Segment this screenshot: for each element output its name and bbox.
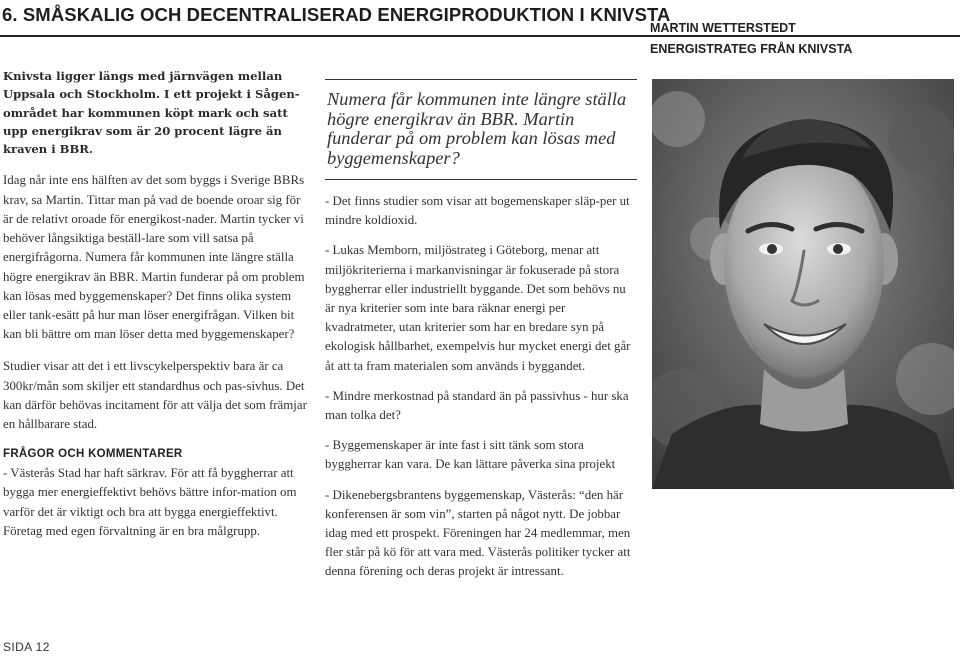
comment-item: - Det finns studier som visar att bogemenskaper släp-per ut mindre koldioxid. — [325, 194, 630, 228]
section-heading: FRÅGOR OCH KOMMENTARER — [3, 448, 183, 461]
comment-item: - Västerås Stad har haft särkrav. För att få byggherrar att bygga mer energieffektivt behövs bättre infor-mation om varför det är viktigt och bra att bygga energieffektivt. Företag med egen förvaltning är en bra målgrupp. — [3, 466, 297, 538]
comment-item: - Dikenebergsbrantens byggemenskap, Västerås: “den här konferensen är som vin”, starten på något nytt. De jobbar idag med ett prospekt. Föreningen har 24 medlemmar, men fler står på kö för att vara med. Västerås politiker tycker att denna förening och deras projekt är intressant. — [325, 487, 631, 579]
body-paragraph-2: Studier visar att det i ett livscykelperspektiv bara är ca 300kr/mån som skiljer ett standardhus och pas-sivhus. Det kan därför behövas incitament för att välja det som främjar en hållbarare stad. — [3, 359, 307, 431]
lead-paragraph: Knivsta ligger längs med järnvägen mellan Uppsala och Stockholm. I ett projekt i Sågen-området har kommunen köpt mark och satt upp energikrav som är 20 procent lägre än kraven i BBR. — [3, 69, 300, 157]
comment-item: - Lukas Memborn, miljöstrateg i Göteborg, menar att miljökriterierna i markanvisningar är fokuserade på stora byggherrar eller industriellt byggande. Det som behövs nu är nya kriterier som inte bara räknar energi per kvadratmeter, utan kriterier som har en bredare syn på ekologisk hållbarhet, exempelvis hur mycket energi det går åt att ta fram materialen som används i byggandet. — [325, 243, 631, 373]
page-title: 6. SMÅSKALIG OCH DECENTRALISERAD ENERGIPRODUKTION I KNIVSTA — [2, 4, 671, 25]
page-number: SIDA 12 — [3, 640, 50, 654]
author-block — [650, 18, 950, 60]
left-column — [3, 67, 307, 541]
quote-divider-bottom — [325, 179, 637, 180]
portrait-photo — [652, 79, 954, 489]
comment-item: - Mindre merkostnad på standard än på passivhus - hur ska man tolka det? — [325, 388, 629, 423]
middle-column — [325, 79, 637, 593]
author-role: ENERGISTRATEG FRÅN KNIVSTA — [650, 42, 853, 56]
body-paragraph-1: Idag når inte ens hälften av det som byggs i Sverige BBRs krav, sa Martin. Tittar man på vad de boende oroar sig för är de relativt oroade för energikost-nader. Martin tycker vi behöver långsiktiga beställ-lare som vill satsa på energifrågorna. Numera får kommunen inte längre ställa högre energikrav än BBR. Martin funderar på om problem kan lösas med byggemenskaper? Det finns olika system eller tank-esätt på hur man löser energifrågan. Vilken bit kan bli bättre om man löser detta med byggemenskaper? — [3, 173, 305, 342]
comment-item: - Byggemenskaper är inte fast i sitt tänk som stora byggherrar kan vara. De kan lättare påverka sina projekt — [325, 438, 616, 472]
author-name: MARTIN WETTERSTEDT — [650, 21, 796, 35]
pull-quote: Numera får kommunen inte längre ställa högre energikrav än BBR. Martin funderar på om problem kan lösas med byggemenskaper? — [327, 89, 627, 168]
